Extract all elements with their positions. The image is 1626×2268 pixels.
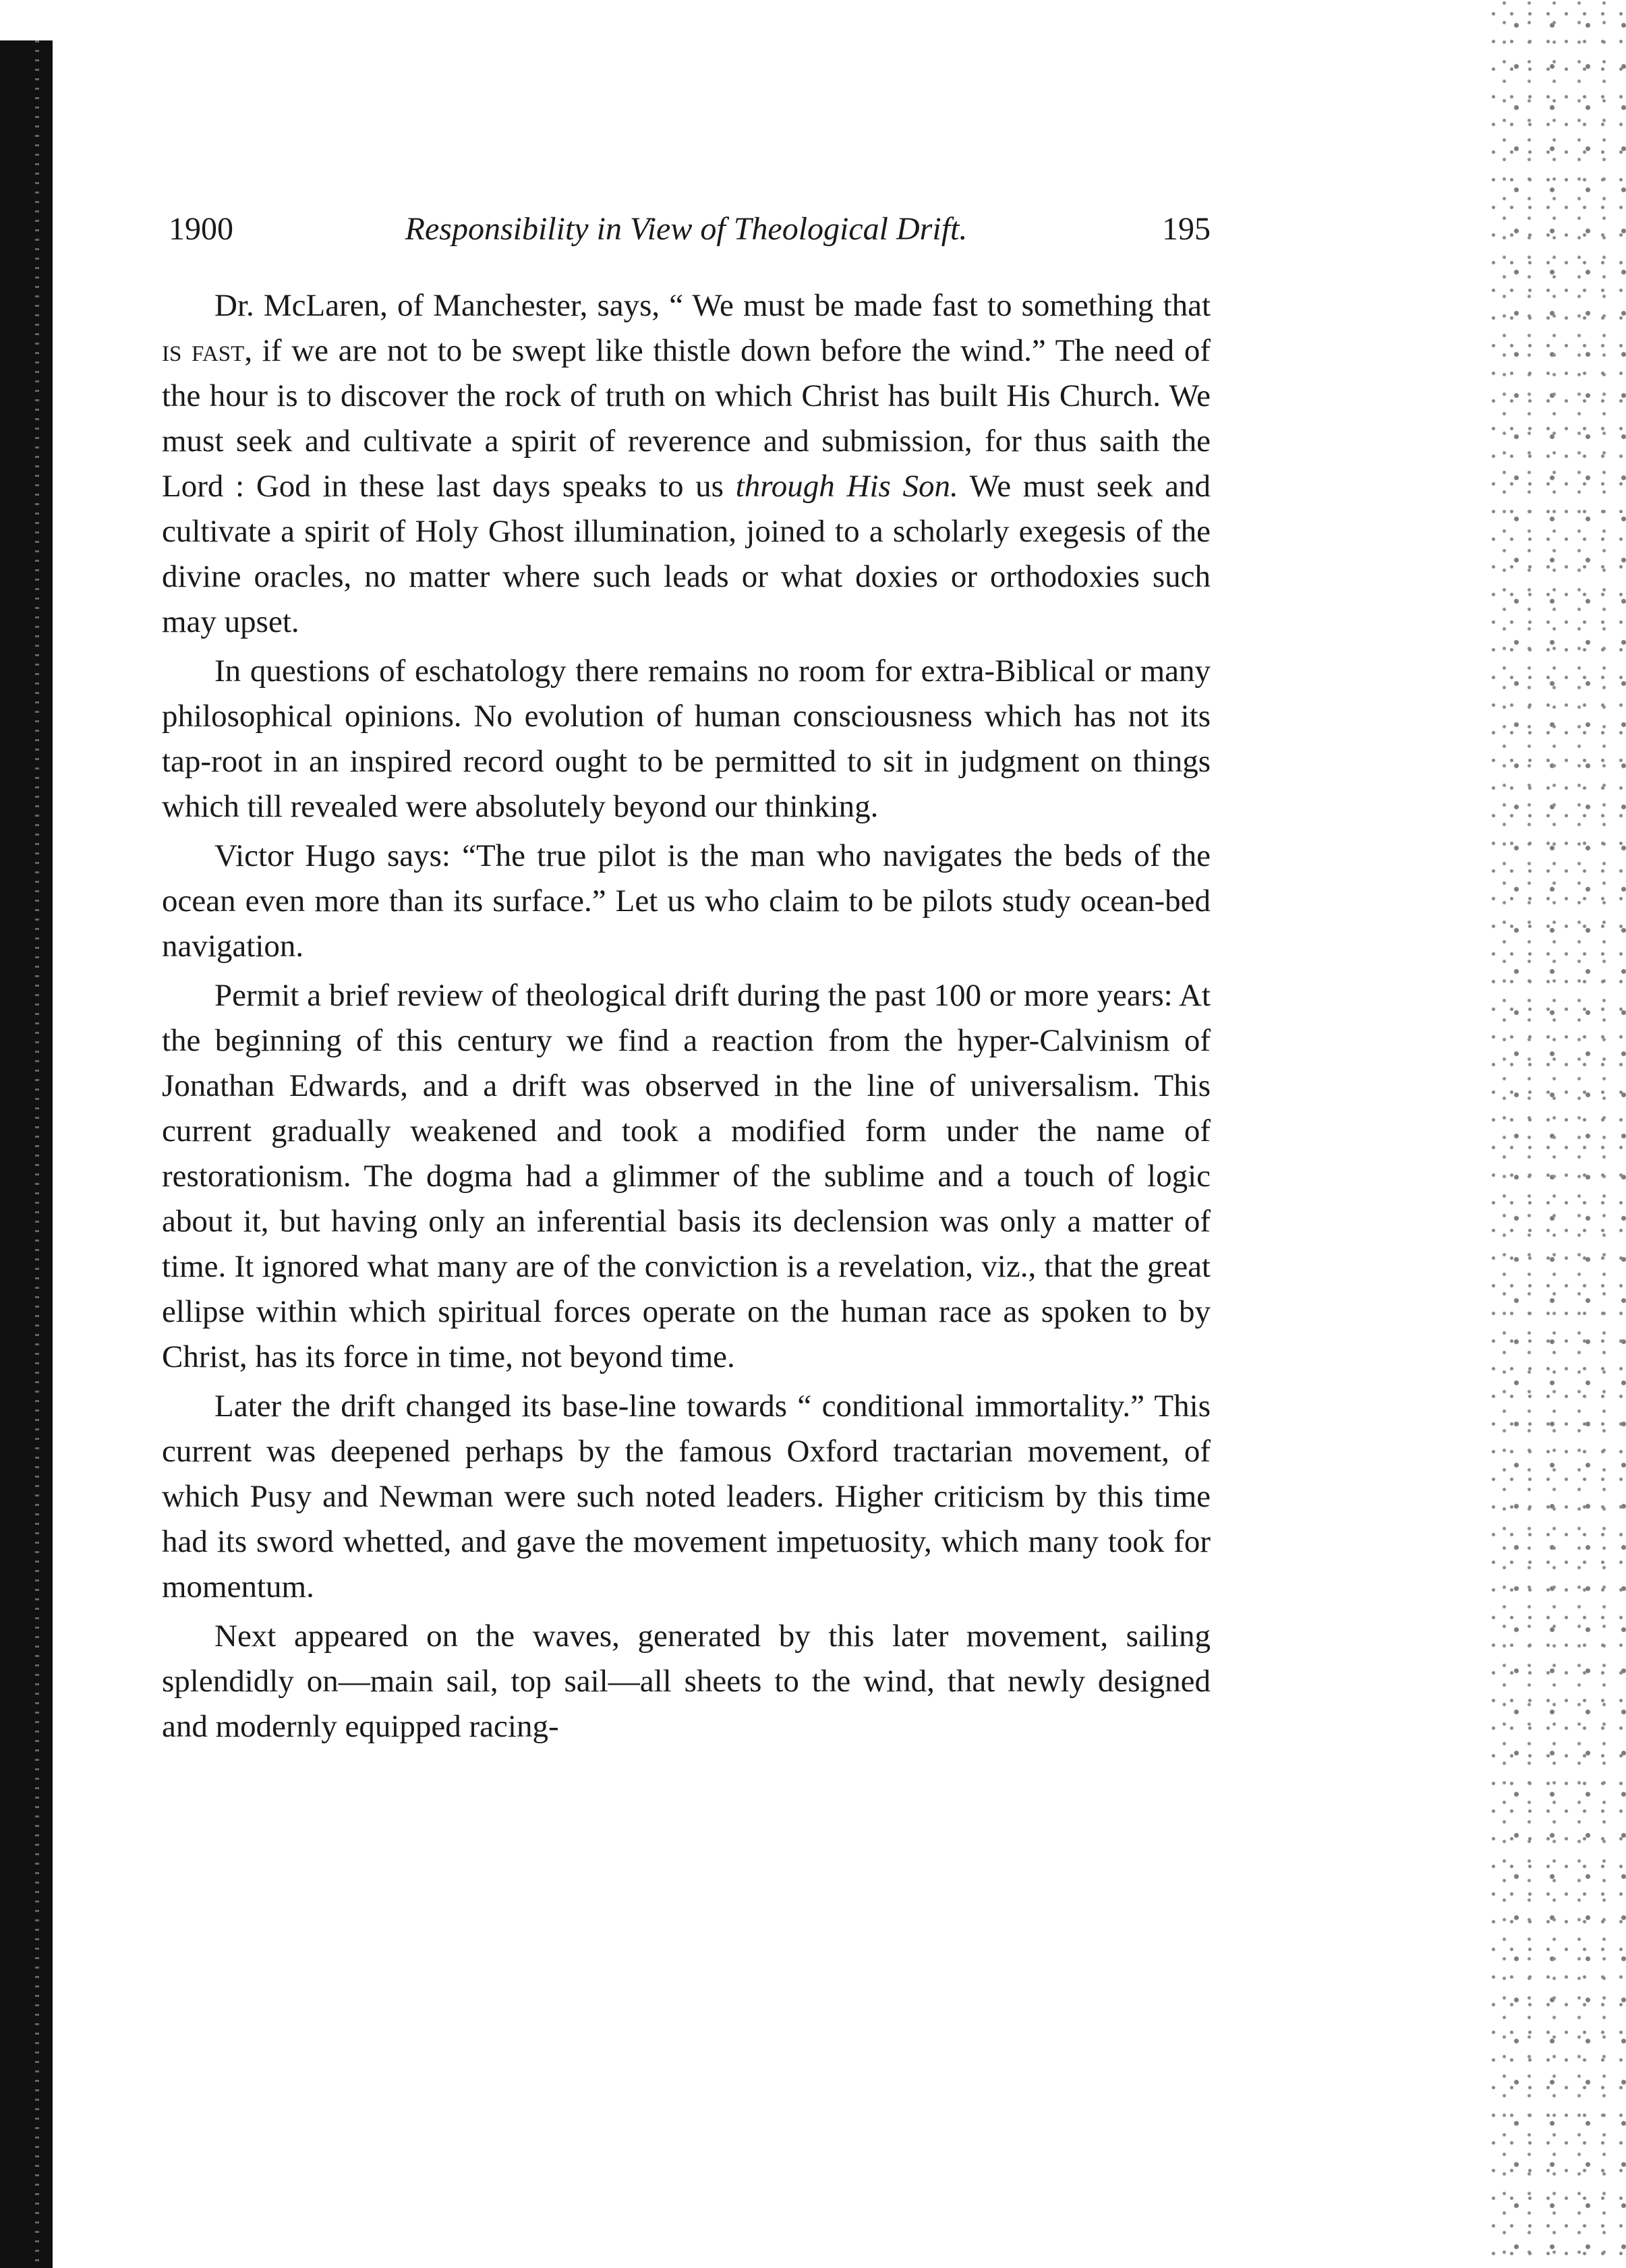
paragraph-1-part-1: Dr. McLaren, of Manchester, says, “ We must be made fast to something that [214,288,1211,323]
page-edge-speckles [1484,0,1626,2268]
running-head [162,202,1211,256]
paragraph-1-small-caps: is fast [162,333,245,368]
paragraph-4: Permit a brief review of theological drift during the past 100 or more years: At the beginning of this century we find a reaction from the hyper-Calvinism of Jonathan Edwards, and a drift was observed in the line of universalism. This current gradually weakened and took a modified form under the name of restorationism. The dogma had a glimmer of the sublime and a touch of logic about it, but having only an inferential basis its declension was only a matter of time. It ignored what many are of the conviction is a revelation, viz., that the great ellipse within which spiritual forces operate on the human race as spoken to by Christ, has its force in time, not beyond time. [162,978,1211,1374]
paragraph-6: Next appeared on the waves, generated by this later movement, sailing splendidly on—main sail, top sail—all sheets to the wind, that newly designed and modernly equipped racing- [162,1619,1211,1744]
page-binding-edge [0,40,53,2268]
paragraph-5: Later the drift changed its base-line towards “ conditional immortality.” This current was deepened perhaps by the famous Oxford tractarian movement, of which Pusy and Newman were such noted leaders. Higher criticism by this time had its sword whetted, and gave the movement impetuosity, which many took for momentum. [162,1389,1211,1604]
paragraph-3: Victor Hugo says: “The true pilot is the man who navigates the beds of the ocean even more than its surface.” Let us who claim to be pilots study ocean-bed navigation. [162,838,1211,964]
running-head-title: Responsibility in View of Theological Drift. [405,211,968,247]
book-page [162,202,1211,1753]
paragraph-1 [162,283,1211,645]
paragraph-1-part-3: We must seek and cultivate a spirit of Holy Ghost illumination, joined to a scholarly exegesis of the divine oracles, no matter where such leads or what doxies or orthodoxies such may upset. [162,469,1211,639]
body-text [162,283,1211,1749]
paragraph-1-italic: through His Son. [735,469,958,504]
page-number: 195 [1162,211,1211,247]
paragraph-1-part-2: , if we are not to be swept like thistle down before the wind.” The need of the hour is to discover the rock of truth on which Christ has built His Church. We must seek and cultivate a spirit of reverence and submission, for thus saith the Lord : God in these last days speaks to us [162,333,1211,504]
paragraph-2: In questions of eschatology there remains no room for extra-Biblical or many philosophical opinions. No evolution of human consciousness which has not its tap-root in an inspired record ought to be permitted to sit in judgment on things which till revealed were absolutely beyond our thinking. [162,653,1211,824]
running-head-year: 1900 [169,211,233,247]
